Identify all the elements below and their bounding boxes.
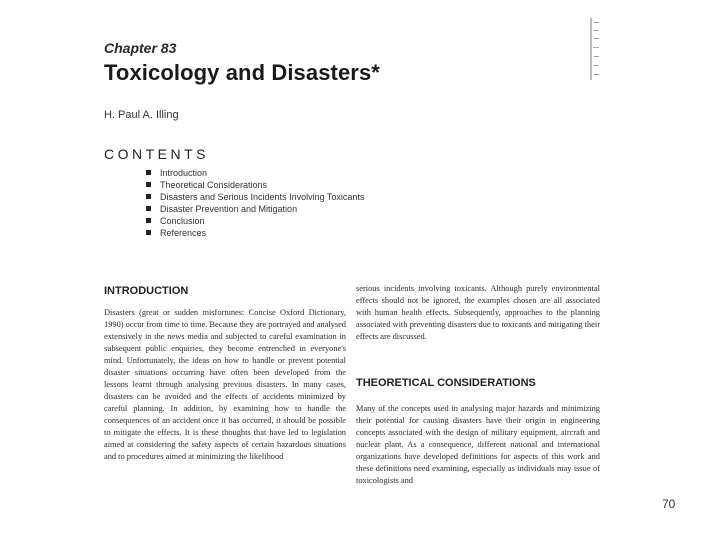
introduction-continuation bbox=[356, 283, 600, 355]
bullet-icon bbox=[146, 194, 151, 199]
contents-list bbox=[146, 167, 364, 239]
bullet-icon bbox=[146, 230, 151, 235]
introduction-text: Disasters (great or sudden misfortunes: Concise Oxford Dictionary, 1990) occur from time to time. Because they are portrayed and analysed extensively in the news media and subjected to careful examination in subsequent public enquiries, they become entrenched in everyone's mind. Unfortunately, the ideas on how to handle or prevent potential disaster situations occurring have often been developed from the lessons learnt through analysing previous disasters. In many cases, disasters can be avoided and the effects of accidents minimized by careful planning. In addition, by examining how to handle the consequences of an accident once it has occurred, it should be possible to mitigate the effects. It is these thoughts that have led to legislation aimed at considering the safety aspects of certain hazardous situations and to procedures aimed at minimizing the likelihood bbox=[104, 308, 346, 461]
scan-artifact bbox=[589, 18, 601, 80]
contents-item-label: Disaster Prevention and Mitigation bbox=[160, 204, 298, 214]
author-name: H. Paul A. Illing bbox=[104, 109, 179, 121]
contents-item bbox=[146, 215, 364, 227]
bullet-icon bbox=[146, 182, 151, 187]
contents-item-label: Disasters and Serious Incidents Involving Toxicants bbox=[160, 192, 365, 202]
theoretical-considerations-text: Many of the concepts used in analysing major hazards and minimizing their potential for causing disasters have their origin in engineering concepts associated with the design of military equipment, aircraft and nuclear plant. As a consequence, different national and international organizations have developed definitions for aspects of this work and these definitions need examining, especially as individuals may issue of toxicologists and bbox=[356, 404, 600, 485]
contents-item bbox=[146, 203, 364, 215]
page-number: 70 bbox=[662, 497, 676, 511]
bullet-icon bbox=[146, 218, 151, 223]
contents-item bbox=[146, 179, 364, 191]
theoretical-considerations-body bbox=[356, 403, 600, 495]
chapter-label: Chapter 83 bbox=[104, 40, 177, 56]
chapter-title: Toxicology and Disasters* bbox=[104, 60, 380, 85]
contents-item-label: Conclusion bbox=[160, 216, 205, 226]
contents-item bbox=[146, 191, 364, 203]
theoretical-considerations-heading: THEORETICAL CONSIDERATIONS bbox=[356, 377, 536, 389]
bullet-icon bbox=[146, 206, 151, 211]
introduction-heading: INTRODUCTION bbox=[104, 285, 189, 297]
contents-item bbox=[146, 167, 364, 179]
contents-item-label: Theoretical Considerations bbox=[160, 180, 268, 190]
bullet-icon bbox=[146, 170, 151, 175]
contents-item-label: References bbox=[160, 228, 207, 238]
contents-heading: CONTENTS bbox=[104, 146, 209, 162]
introduction-body bbox=[104, 307, 346, 495]
contents-item bbox=[146, 227, 364, 239]
contents-item-label: Introduction bbox=[160, 168, 208, 178]
introduction-continuation-text: serious incidents involving toxicants. Although purely environmental effects should not be ignored, the examples chosen are all associated with human health effects. Subsequently, approaches to the planning associated with preventing disasters due to toxicants and mitigating their effects are discussed. bbox=[356, 284, 600, 341]
